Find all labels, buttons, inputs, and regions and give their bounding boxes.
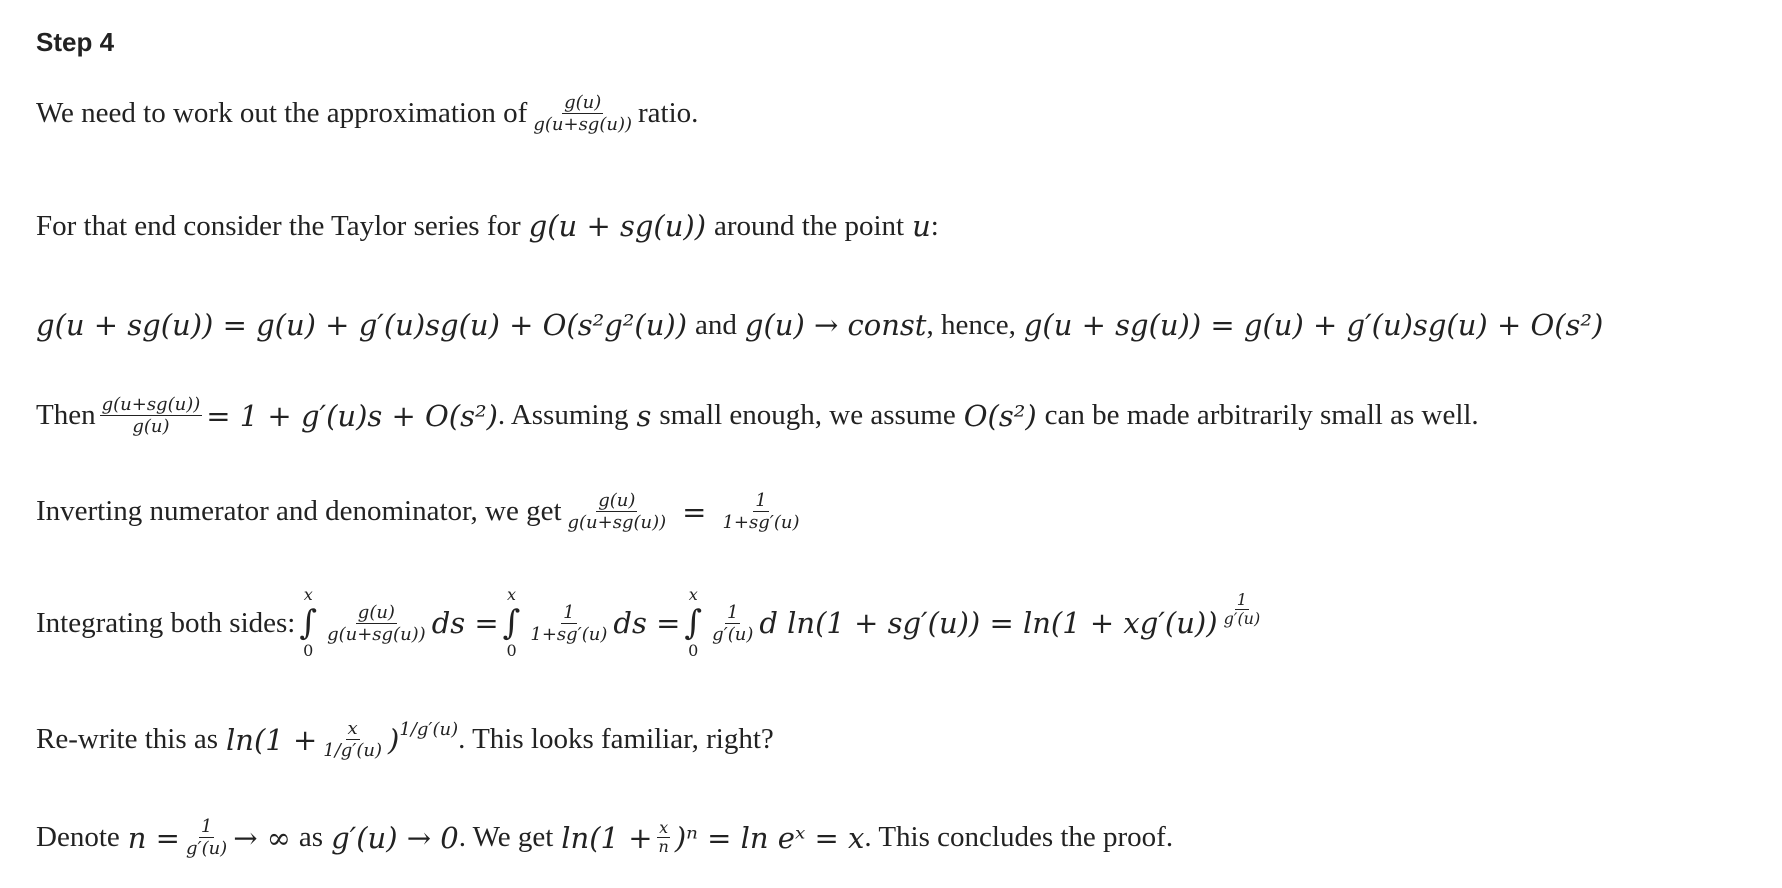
math: n = (127, 820, 180, 855)
lower-limit: 0 (303, 641, 314, 660)
denominator: 1/g′(u) (323, 740, 383, 761)
numerator: g(u) (598, 490, 636, 511)
denominator: 1+sg′(u) (530, 623, 608, 645)
math: g(u + sg(u)) = g(u) + g′(u)sg(u) + O(s²) (1023, 308, 1604, 342)
denominator: g′(u) (185, 838, 228, 859)
denominator: n (658, 837, 669, 856)
text: Integrating both sides: (36, 606, 296, 639)
integral-sign: ∫ (299, 603, 318, 643)
math: ln(1 + (226, 722, 318, 757)
line-integrating (36, 586, 1266, 660)
line-approximation (36, 92, 698, 135)
numerator: x (659, 818, 669, 837)
fraction (566, 490, 669, 533)
fraction (710, 602, 755, 645)
numerator: 1 (563, 601, 575, 623)
math: g′(u) → 0 (331, 820, 459, 855)
math: → ∞ (233, 820, 291, 855)
math: g(u + sg(u)) (528, 209, 707, 243)
text: We need to work out the approximation of (36, 97, 528, 129)
math: O(s²) (963, 398, 1037, 433)
step-heading: Step 4 (36, 27, 115, 57)
equals: = (682, 494, 707, 529)
math: ) (388, 722, 400, 757)
numerator: g(u) (357, 601, 395, 623)
math: g(u) → const (744, 308, 927, 342)
line-rewrite (36, 718, 774, 761)
text: , hence, (926, 308, 1016, 341)
numerator: 1 (1236, 589, 1247, 609)
denominator: g(u+sg(u)) (533, 114, 632, 135)
fraction (657, 819, 671, 856)
text: : (930, 209, 939, 242)
exponent-fraction (1222, 591, 1263, 628)
math: d ln(1 + sg′(u)) = ln(1 + xg′(u)) (759, 606, 1218, 640)
numerator: 1 (755, 490, 767, 511)
numerator: g(u) (564, 92, 602, 113)
math: ds = (431, 606, 499, 640)
text: Inverting numerator and denominator, we get (36, 495, 562, 527)
line-then (36, 394, 1479, 437)
text: small enough, we assume (659, 399, 956, 431)
text: . We get (458, 821, 554, 853)
line-taylor-series (36, 308, 1603, 342)
integral (299, 586, 317, 660)
numerator: 1 (727, 601, 739, 623)
fraction (184, 816, 229, 859)
upper-limit: x (507, 585, 517, 604)
text: For that end consider the Taylor series for (36, 209, 521, 242)
numerator: 1 (200, 816, 213, 837)
exponent: 1/g′(u) (399, 719, 459, 740)
text: Denote (36, 821, 120, 853)
text: and (695, 308, 737, 341)
math: ln(1 + (561, 820, 653, 855)
line-inverting (36, 490, 805, 533)
text: Then (36, 399, 96, 431)
fraction (325, 602, 428, 645)
denominator: g(u) (132, 416, 170, 437)
text: around the point (714, 209, 905, 242)
fraction (720, 490, 801, 533)
text: ratio. (637, 97, 699, 129)
math: g(u + sg(u)) = g(u) + g′(u)sg(u) + O(s²g²(u)) (36, 308, 688, 342)
denominator: g(u+sg(u)) (567, 512, 667, 533)
upper-limit: x (688, 585, 698, 604)
text: . Assuming (497, 399, 629, 431)
text: Re-write this as (36, 723, 219, 755)
upper-limit: x (303, 585, 313, 604)
fraction (321, 718, 384, 761)
fraction (531, 92, 634, 135)
line-denote (36, 816, 1173, 859)
denominator: g(u+sg(u)) (327, 623, 426, 645)
math: ds = (613, 606, 681, 640)
text: as (298, 821, 324, 853)
line-taylor-intro (36, 209, 939, 243)
math: u (912, 209, 931, 243)
math: )ⁿ = ln eˣ = x (674, 820, 865, 855)
integral (503, 586, 521, 660)
fraction (100, 394, 203, 437)
lower-limit: 0 (688, 641, 699, 660)
numerator: x (347, 718, 358, 739)
integral-sign: ∫ (684, 603, 703, 643)
numerator: g(u+sg(u)) (101, 394, 201, 415)
integral (684, 586, 702, 660)
denominator: g′(u) (712, 623, 754, 645)
text: . This looks familiar, right? (458, 723, 774, 755)
text: . This concludes the proof. (864, 821, 1174, 853)
text: can be made arbitrarily small as well. (1044, 399, 1479, 431)
denominator: g′(u) (1223, 608, 1261, 628)
math: s (636, 398, 652, 433)
lower-limit: 0 (506, 641, 517, 660)
denominator: 1+sg′(u) (722, 512, 800, 533)
math: = 1 + g′(u)s + O(s²) (206, 398, 498, 433)
integral-sign: ∫ (502, 603, 521, 643)
fraction (528, 602, 609, 645)
